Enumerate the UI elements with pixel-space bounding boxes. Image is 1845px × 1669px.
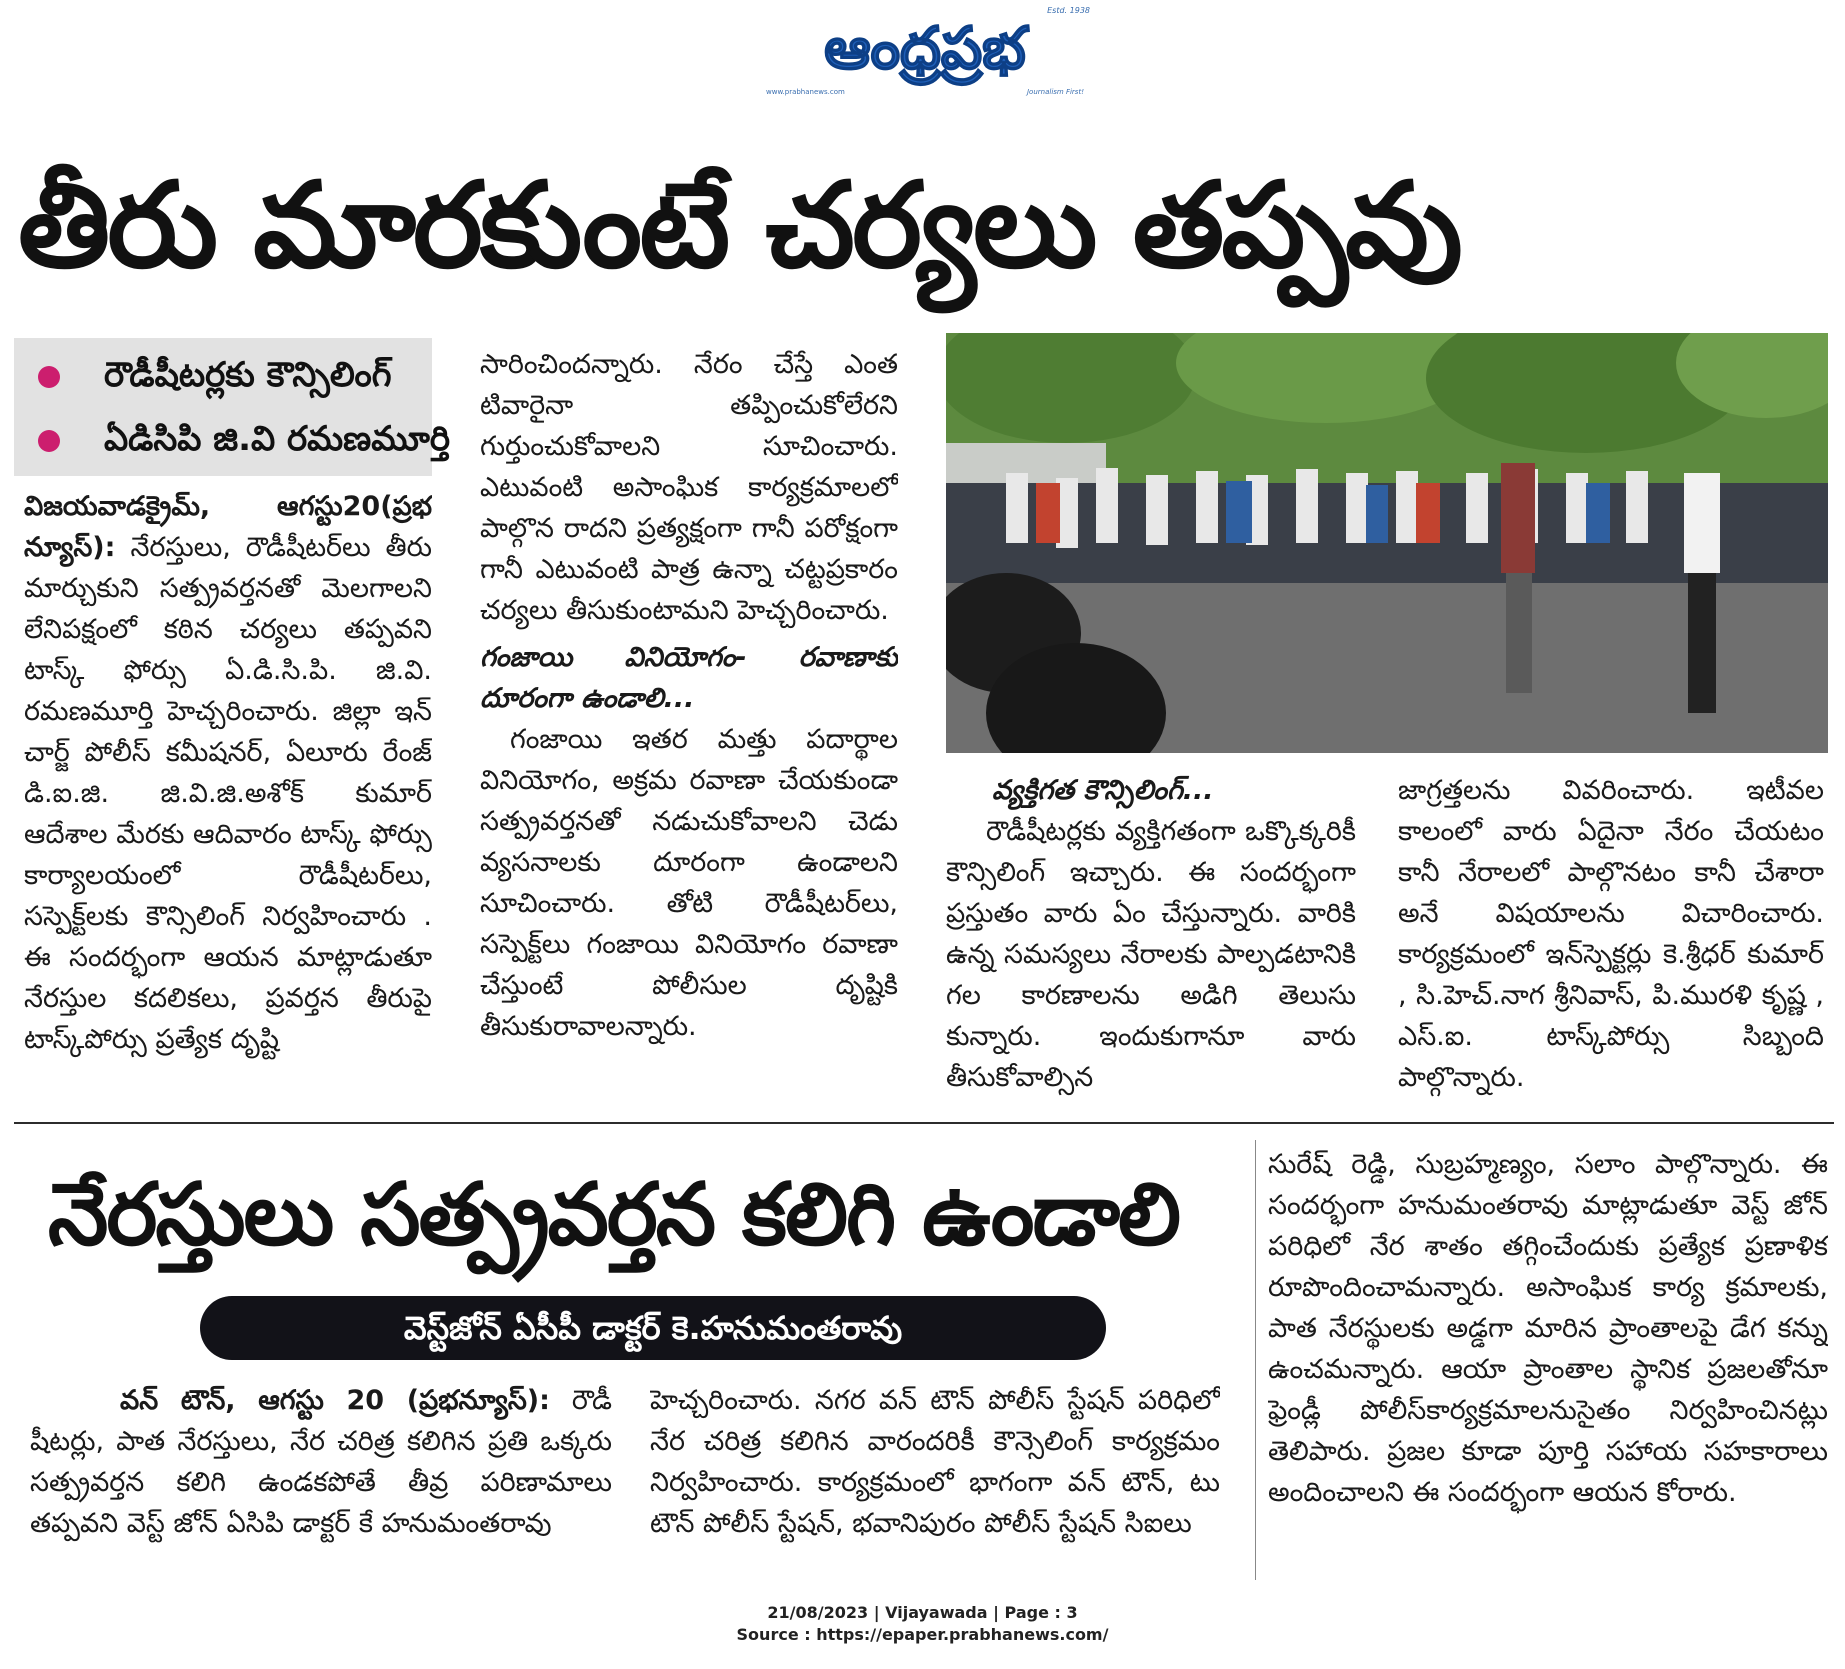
story2-deck-badge: వెస్ట్‌జోన్ ఏసీపీ డాక్టర్ కె.హనుమంతరావు — [200, 1296, 1106, 1360]
story1-dateline: విజయవాడక్రైమ్, ఆగస్టు20(ప్రభ న్యూస్): — [24, 491, 432, 563]
story1-column-2 — [480, 344, 898, 1104]
story1-col2-text-2: గంజాయి ఇతర మత్తు పదార్థాల వినియోగం, అక్రమ రవాణా చేయకుండా సత్ప్రవర్తనతో నడుచుకోవాలని చెడు వ్యసనాలకు దూరంగా ఉండాలని సూచించారు. తోటి రౌడీషీటర్‌లు, సస్పెక్ట్‌లు గంజాయి వినియోగం రవాణా చేస్తుంటే పోలీసుల దృష్టికి తీసుకురావాలన్నారు. — [480, 724, 898, 1042]
story1-col3-text: రౌడీషీటర్లకు వ్యక్తిగతంగా ఒక్కొక్కరికీ కౌన్సిలింగ్ ఇచ్చారు. ఈ సందర్భంగా ప్రస్తుతం వారు ఏం చేస్తున్నారు. వారికి ఉన్న సమస్యలు నేరాలకు పాల్పడటానికి గల కారణాలను అడిగి తెలుసు కున్నారు. ఇందుకుగానూ వారు తీసుకోవాల్సిన — [946, 816, 1356, 1093]
masthead-website: www.prabhanews.com — [766, 88, 845, 96]
story2-headline: నేరస్తులు సత్ప్రవర్తన కలిగి ఉండాలి — [48, 1165, 1180, 1265]
story1-col2-subhead: గంజాయి వినియోగం- రవాణాకు దూరంగా ఉండాలి... — [480, 642, 898, 714]
story1-column-1 — [24, 486, 432, 1106]
story1-col1-text: నేరస్తులు, రౌడీషీటర్‌లు తీరు మార్చుకుని సత్ప్రవర్తనతో మెలగాలని లేనిపక్షంలో కఠిన చర్యలు తప్పవని టాస్క్ ఫోర్సు ఏ.డి.సి.పి. జి.వి. రమణమూర్తి హెచ్చరించారు. జిల్లా ఇన్ చార్జ్ పోలీస్ కమీషనర్, ఏలూరు రేంజ్ డి.ఐ.జి. జి.వి.జి.అశోక్ కుమార్ ఆదేశాల మేరకు ఆదివారం టాస్క్ ఫోర్సు కార్యాలయంలో రౌడీషీటర్‌లు, సస్పెక్ట్‌లకు కౌన్సిలింగ్ నిర్వహించారు . ఈ సందర్భంగా ఆయన మాట్లాడుతూ నేరస్తుల కదలికలు, ప్రవర్తన తీరుపై టాస్క్‌పోర్సు ప్రత్యేక దృష్టి — [24, 532, 432, 1055]
story2-column-2 — [650, 1380, 1220, 1586]
story2-col3-text: సురేష్ రెడ్డి, సుబ్రహ్మణ్యం, సలాం పాల్గొన్నారు. ఈ సందర్భంగా హనుమంతరావు మాట్లాడుతూ వెస్ట్ జోన్ పరిధిలో నేర శాతం తగ్గించేందుకు ప్రత్యేక ప్రణాళిక రూపొందించామన్నారు. అసాంఘిక కార్య క్రమాలకు, పాత నేరస్థులకు అడ్డగా మారిన ప్రాంతాలపై డేగ కన్ను ఉంచమన్నారు. ఆయా ప్రాంతాల స్థానిక ప్రజలతోనూ ఫ్రెండ్లీ పోలీస్‌కార్యక్రమాలనుసైతం నిర్వహించినట్లు తెలిపారు. ప్రజల కూడా పూర్తి సహాయ సహకారాలు అందించాలని ఈ సందర్భంగా ఆయన కోరారు. — [1268, 1149, 1828, 1508]
story1-photo — [946, 333, 1828, 753]
bullet-dot-icon — [38, 366, 60, 388]
story1-bullet-text: రౌడీషీటర్లకు కౌన్సిలింగ్ — [104, 355, 392, 395]
story1-headline: తీరు మారకుంటే చర్యలు తప్పవు — [18, 156, 1460, 294]
column-divider — [1255, 1140, 1256, 1580]
story1-col3-subhead: వ్యక్తిగత కౌన్సిలింగ్... — [992, 775, 1214, 806]
story2-col2-text: హెచ్చరించారు. నగర వన్ టౌన్ పోలీస్ స్టేషన్ పరిధిలో నేర చరిత్ర కలిగిన వారందరికీ కౌన్సెలింగ్ కార్యక్రమం నిర్వహించారు. కార్యక్రమంలో భాగంగా వన్ టౌన్, టు టౌన్ పోలీస్ స్టేషన్, భవానిపురం పోలీస్ స్టేషన్ సిఐలు — [650, 1385, 1220, 1539]
bullet-dot-icon — [38, 430, 60, 452]
footer-source: Source : https://epaper.prabhanews.com/ — [736, 1625, 1109, 1644]
story1-bullet-item — [28, 346, 392, 404]
story1-bullet-box — [14, 338, 451, 476]
story1-column-3 — [946, 770, 1356, 1108]
counseling-photo-illustration — [946, 333, 1828, 753]
story2-dateline: వన్ టౌన్, ఆగస్టు 20 (ప్రభన్యూస్): — [120, 1385, 550, 1416]
story1-column-4 — [1398, 770, 1824, 1108]
story2-column-1 — [30, 1380, 612, 1586]
story1-col4-text: జాగ్రత్తలను వివరించారు. ఇటీవల కాలంలో వారు ఏదైనా నేరం చేయటం కానీ నేరాలలో పాల్గొనటం కానీ చేశారా అనే విషయాలను విచారించారు. కార్యక్రమంలో ఇన్‌స్పెక్టర్లు కె.శ్రీధర్ కుమార్ , సి.హెచ్.నాగ శ్రీనివాస్, పి.మురళి కృష్ణ , ఎస్.ఐ. టాస్క్‌పోర్సు సిబ్బంది పాల్గొన్నారు. — [1398, 775, 1824, 1093]
footer-edition-info: 21/08/2023 | Vijayawada | Page : 3 — [767, 1603, 1078, 1622]
masthead-estd: Estd. 1938 — [1047, 6, 1090, 15]
story1-col2-text: సారించిందన్నారు. నేరం చేస్తే ఎంత టివారైనా తప్పించుకోలేరని గుర్తుంచుకోవాలని సూచించారు. ఎటువంటి అసాంఘిక కార్యక్రమాలలో పాల్గొన రాదని ప్రత్యక్షంగా గానీ పరోక్షంగా గానీ ఎటువంటి పాత్ర ఉన్నా చట్టప్రకారం చర్యలు తీసుకుంటామని హెచ్చరించారు. — [480, 349, 898, 626]
story2-col1-text: రౌడీ షీటర్లు, పాత నేరస్తులు, నేర చరిత్ర కలిగిన ప్రతి ఒక్కరు సత్ప్రవర్తన కలిగి ఉండకపోతే తీవ్ర పరిణామాలు తప్పవని వెస్ట్ జోన్ ఏసిపి డాక్టర్ కే హనుమంతరావు — [30, 1385, 612, 1539]
masthead — [760, 6, 1090, 98]
story1-bullet-item — [28, 410, 450, 468]
masthead-name: ఆంధ్రప్రభ — [824, 14, 1026, 82]
story2-column-3 — [1268, 1144, 1828, 1584]
masthead-tagline: Journalism First! — [1026, 88, 1084, 96]
story1-bullet-text: ఏడిసిపి జి.వి రమణమూర్తి — [104, 419, 451, 459]
section-divider — [14, 1122, 1834, 1124]
masthead-logo — [760, 6, 1090, 98]
